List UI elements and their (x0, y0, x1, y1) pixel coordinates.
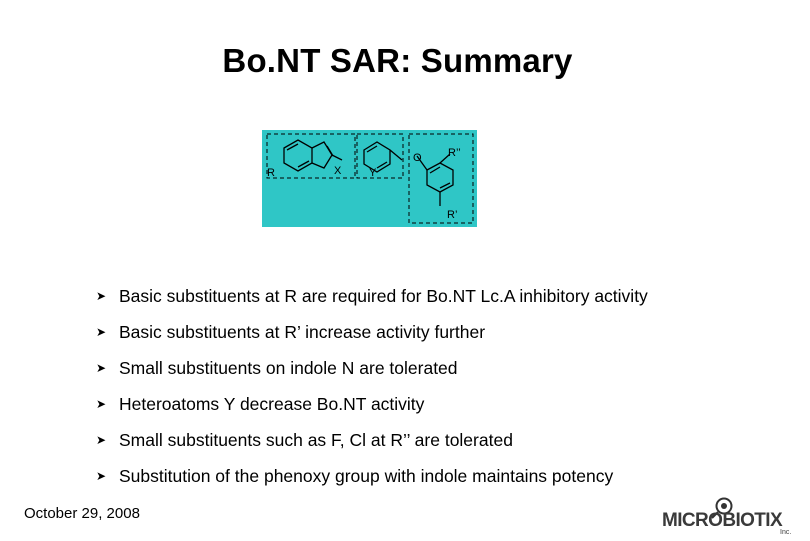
arrowhead-bullet-icon: ➤ (96, 433, 107, 447)
bullet-text: Small substituents on indole N are tolerated (119, 357, 458, 378)
list-item (96, 386, 648, 422)
bullet-text: Heteroatoms Y decrease Bo.NT activity (119, 393, 425, 414)
arrowhead-bullet-icon: ➤ (96, 361, 107, 375)
label-r-double-prime: R’’ (448, 147, 461, 159)
bullet-text: Basic substituents at R are required for Bo.NT Lc.A inhibitory activity (119, 285, 648, 306)
label-r: R (267, 167, 275, 179)
arrowhead-bullet-icon: ➤ (96, 469, 107, 483)
phenyl-region-box (409, 134, 473, 223)
list-item (96, 278, 648, 314)
logo-sub: Inc. (780, 529, 792, 536)
label-y: Y (369, 167, 377, 179)
label-o: O (413, 152, 422, 164)
list-item (96, 458, 648, 494)
indole-region-box (267, 134, 355, 178)
logo-text: MICROBIOTIX (662, 510, 783, 531)
pyrrole-ring (312, 142, 332, 168)
list-item (96, 314, 648, 350)
list-item (96, 422, 648, 458)
list-item (96, 350, 648, 386)
structure-drawing (262, 130, 477, 227)
slide-title: Bo.NT SAR: Summary (222, 42, 573, 79)
arrowhead-bullet-icon: ➤ (96, 325, 107, 339)
bullet-text: Small substituents such as F, Cl at R’’ are tolerated (119, 429, 513, 450)
footer-date: October 29, 2008 (24, 505, 140, 522)
arrowhead-bullet-icon: ➤ (96, 289, 107, 303)
label-r-prime: R’ (447, 209, 458, 221)
arrowhead-bullet-icon: ➤ (96, 397, 107, 411)
bullet-text: Basic substituents at R’ increase activity further (119, 321, 486, 342)
label-x: X (334, 165, 342, 177)
bullet-list (96, 278, 648, 494)
chemical-structure-diagram (262, 130, 477, 227)
bullet-text: Substitution of the phenoxy group with indole maintains potency (119, 465, 614, 486)
microbiotix-logo (662, 492, 790, 536)
